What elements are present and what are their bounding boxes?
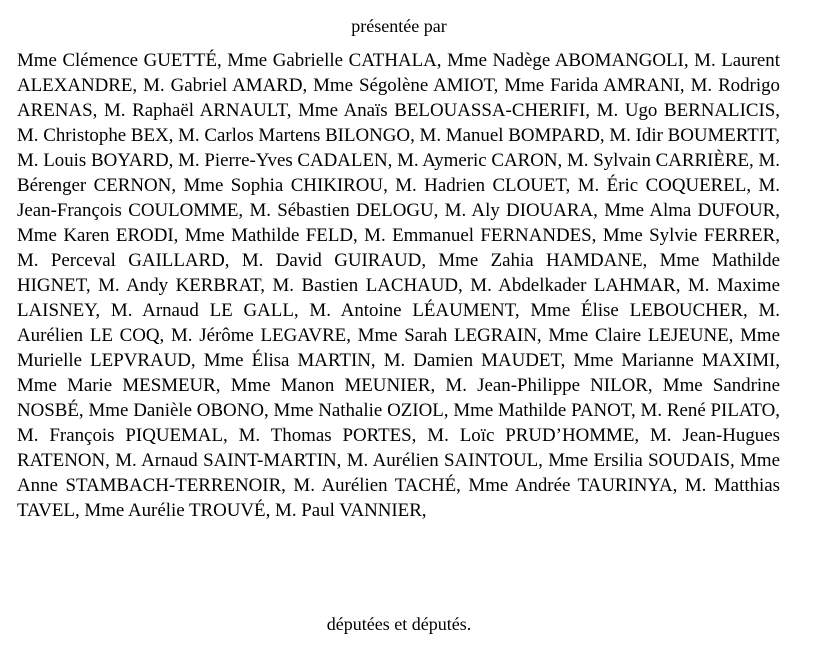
authors-list: Mme Clémence GUETTÉ, Mme Gabrielle CATHALA, Mme Nadège ABOMANGOLI, M. Laurent ALEXANDRE, M. Gabriel AMARD, Mme Ségolène AMIOT, Mme Farida AMRANI, M. Rodrigo ARENAS, M. Raphaël ARNAULT, Mme Anaïs BELOUASSA-CHERIFI, M. Ugo BERNALICIS, M. Christophe BEX, M. Carlos Martens BILONGO, M. Manuel BOMPARD, M. Idir BOUMERTIT, M. Louis BOYARD, M. Pierre-Yves CADALEN, M. Aymeric CARON, M. Sylvain CARRIÈRE, M. Bérenger CERNON, Mme Sophia CHIKIROU, M. Hadrien CLOUET, M. Éric COQUEREL, M. Jean-François COULOMME, M. Sébastien DELOGU, M. Aly DIOUARA, Mme Alma DUFOUR, Mme Karen ERODI, Mme Mathilde FELD, M. Emmanuel FERNANDES, Mme Sylvie FERRER, M. Perceval GAILLARD, M. David GUIRAUD, Mme Zahia HAMDANE, Mme Mathilde HIGNET, M. Andy KERBRAT, M. Bastien LACHAUD, M. Abdelkader LAHMAR, M. Maxime LAISNEY, M. Arnaud LE GALL, M. Antoine LÉAUMENT, Mme Élise LEBOUCHER, M. Aurélien LE COQ, M. Jérôme LEGAVRE, Mme Sarah LEGRAIN, Mme Claire LEJEUNE, Mme Murielle LEPVRAUD, Mme Élisa MARTIN, M. Damien MAUDET, Mme Marianne MAXIMI, Mme Marie MESMEUR, Mme Manon MEUNIER, M. Jean-Philippe NILOR, Mme Sandrine NOSBÉ, Mme Danièle OBONO, Mme Nathalie OZIOL, Mme Mathilde PANOT, M. René PILATO, M. François PIQUEMAL, M. Thomas PORTES, M. Loïc PRUD’HOMME, M. Jean-Hugues RATENON, M. Arnaud SAINT-MARTIN, M. Aurélien SAINTOUL, Mme Ersilia SOUDAIS, Mme Anne STAMBACH-TERRENOIR, M. Aurélien TACHÉ, Mme Andrée TAURINYA, M. Matthias TAVEL, Mme Aurélie TROUVÉ, M. Paul VANNIER, — [17, 49, 781, 521]
presented-by-heading: présentée par — [351, 16, 447, 36]
deputies-closing: députées et députés. — [326, 614, 472, 634]
